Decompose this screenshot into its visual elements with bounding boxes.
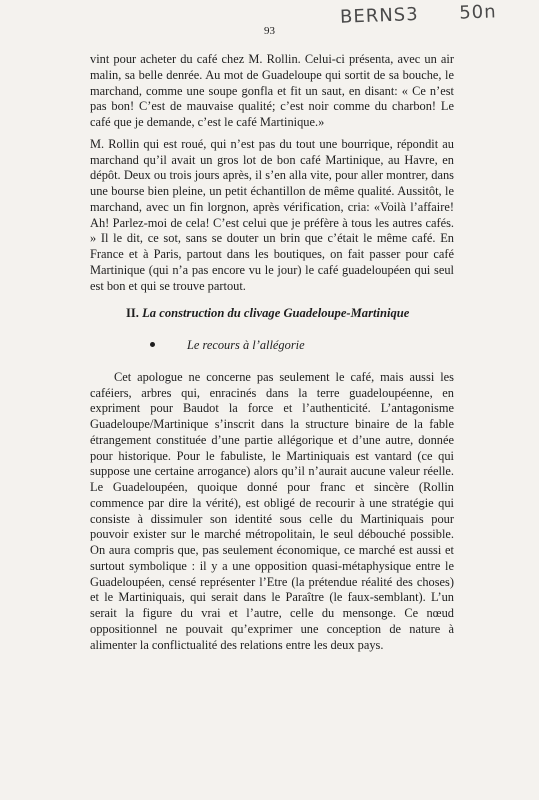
page-number: 93 [264, 25, 275, 37]
bullet-icon [150, 342, 155, 347]
paragraph-1: vint pour acheter du café chez M. Rollin. Celui-ci présenta, avec un air malin, sa belle denrée. Au mot de Guadeloupe qui sortit de sa bouche, le marchand, comme une soupe gonfla et fit un saut, en disant: « Ce n’est pas bon! C’est de mauvaise qualité; c’est noir comme du charbon! Le café que je demande, c’est le café Martinique.» [90, 52, 454, 129]
section-heading [126, 306, 454, 322]
handwritten-code: BERNS3 [339, 3, 419, 28]
handwritten-annotation [340, 1, 497, 27]
section-number: II. [126, 306, 139, 321]
paragraph-3: Cet apologue ne concerne pas seulement le café, mais aussi les caféiers, arbres qui, enracinés dans la terre guadeloupéenne, en expriment pour Baudot la force et l’authenticité. L’antagonisme Guadeloupe/Martinique s’inscrit dans la structure binaire de la fable étrangement constituée d’une partie allégorique et d’une autre, donnée pour historique. Pour le fabuliste, le Martiniquais est vantard (ce qui suppose une certaine arrogance) alors qu’il n’aurait aucune valeur réelle. Le Guadeloupéen, quoique donné pour franc et sincère (Rollin commence par dire la vérité), est obligé de recourir à une stratégie qui consiste à dissimuler son identité sous celle du Martiniquais pour pouvoir exister sur le marché métropolitain, le seul débouché possible. On aura compris que, pas seulement économique, ce marché est aussi et surtout symbolique : il y a une opposition quasi-métaphysique entre le Guadeloupéen, censé représenter l’Etre (la prétendue réalité des choses) et le Martiniquais, qui serait dans le Paraître (le faux-semblant). L’un serait la figure du vrai et l’autre, celle du mensonge. Ce nœud oppositionnel ne pouvait qu’exprimer une conception de nature à alimenter la conflictualité des relations entre les deux pays. [90, 369, 454, 652]
body-text [90, 52, 454, 653]
paragraph-2: M. Rollin qui est roué, qui n’est pas du tout une bourrique, répondit au marchand qu’il avait un gros lot de bon café Martinique, au Havre, en dépôt. Deux ou trois jours après, il s’en alla vite, pour aller montrer, dans une bourse bien pleine, un petit échantillon de même qualité. Aussitôt, le marchand, avec un fin lorgnon, après vérification, cria: «Voilà l’affaire! Ah! Parlez-moi de cela! C’est celui que je préfère à tous les autres cafés. » Il le dit, ce sot, sans se douter un brin que c’était le même café. En France et à Paris, partout dans les boutiques, on fait passer pour café Martinique (qui n’a pas encore vu le jour) le café guadeloupéen qui seul est bon et qui se trouve partout. [90, 136, 454, 293]
section-title: La construction du clivage Guadeloupe-Martinique [142, 306, 410, 321]
subsection-title: Le recours à l’allégorie [187, 338, 305, 352]
handwritten-number: 50n [458, 1, 497, 24]
subsection-heading [150, 338, 454, 354]
